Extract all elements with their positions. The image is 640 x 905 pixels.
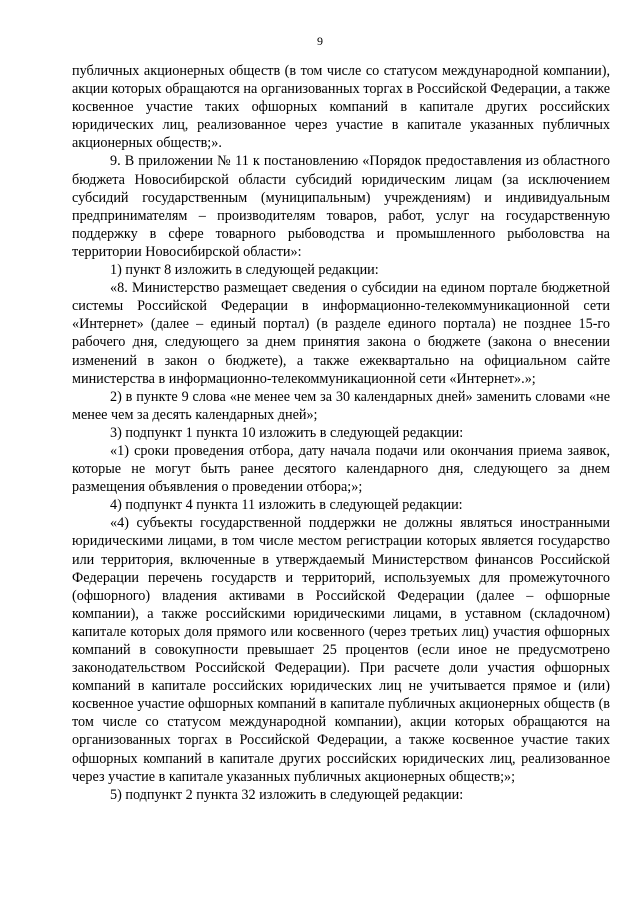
paragraph-subitem-5: 5) подпункт 2 пункта 32 изложить в следующей редакции: — [110, 786, 464, 803]
paragraph-subitem-3: 3) подпункт 1 пункта 10 изложить в следующей редакции: — [110, 424, 464, 441]
paragraph-continuation: публичных акционерных обществ (в том числе со статусом международной компании), акции которых обращаются на организованных торгах в Российской Федерации, а также косвенное участие таких офшорных компаний в капитале других российских юридических лиц, реализованное через участие в капитале указанных публичных акционерных обществ;». — [72, 63, 610, 152]
paragraph-subitem-4: 4) подпункт 4 пункта 11 изложить в следующей редакции: — [110, 497, 463, 514]
paragraph-quoted-subpoint-1: «1) сроки проведения отбора, дату начала подачи или окончания приема заявок, которые не могут быть ранее десятого календарного дня, следующего за днем размещения объявления о проведении отбора;»; — [72, 442, 610, 496]
paragraph-item-9: 9. В приложении № 11 к постановлению «Порядок предоставления из областного бюджета Новосибирской области субсидий юридическим лицам (за исключением субсидий государственным (муниципальным) учреждениям) и индивидуальным предпринимателям – производителям товаров, работ, услуг на государственную поддержку в сфере товарного рыбоводства и промышленного рыболовства на территории Новосибирской области»: — [72, 153, 610, 260]
paragraph-subitem-1: 1) пункт 8 изложить в следующей редакции: — [110, 262, 379, 279]
paragraph-quoted-subpoint-4: «4) субъекты государственной поддержки не должны являться иностранными юридическими лицами, в том числе местом регистрации которых является государство или территория, включенные в утверждаемый Министерством финансов Российской Федерации перечень государств и территорий, используемых для промежуточного (офшорного) владения активами в Российской Федерации (далее – офшорные компании), а также российскими юридическими лицами, в уставном (складочном) капитале которых доля прямого или косвенного (через третьих лиц) участия офшорных компаний в совокупности превышает 25 процентов (если иное не предусмотрено законодательством Российской Федерации). При расчете доли участия офшорных компаний в капитале российских юридических лиц не учитывается прямое и (или) косвенное участие офшорных компаний в капитале публичных акционерных обществ (в том числе со статусом международной компании), акции которых обращаются на организованных торгах в Российской Федерации, а также косвенное участие таких офшорных компаний в капитале других российских юридических лиц, реализованное через участие в капитале указанных публичных акционерных обществ;»; — [72, 515, 610, 785]
page-number: 9 — [317, 34, 323, 48]
document-body — [72, 62, 610, 804]
paragraph-quoted-point-8: «8. Министерство размещает сведения о субсидии на едином портале бюджетной системы Российской Федерации в информационно-телекоммуникационной сети «Интернет» (далее – единый портал) (в разделе единого портала) не позднее 15-го рабочего дня, следующего за днем принятия закона о бюджете (закона о внесении изменений в закон о бюджете), а также ежеквартально на официальном сайте министерства в информационно-телекоммуникационной сети «Интернет».»; — [72, 280, 610, 387]
paragraph-subitem-2: 2) в пункте 9 слова «не менее чем за 30 календарных дней» заменить словами «не менее чем за десять календарных дней»; — [72, 388, 610, 423]
